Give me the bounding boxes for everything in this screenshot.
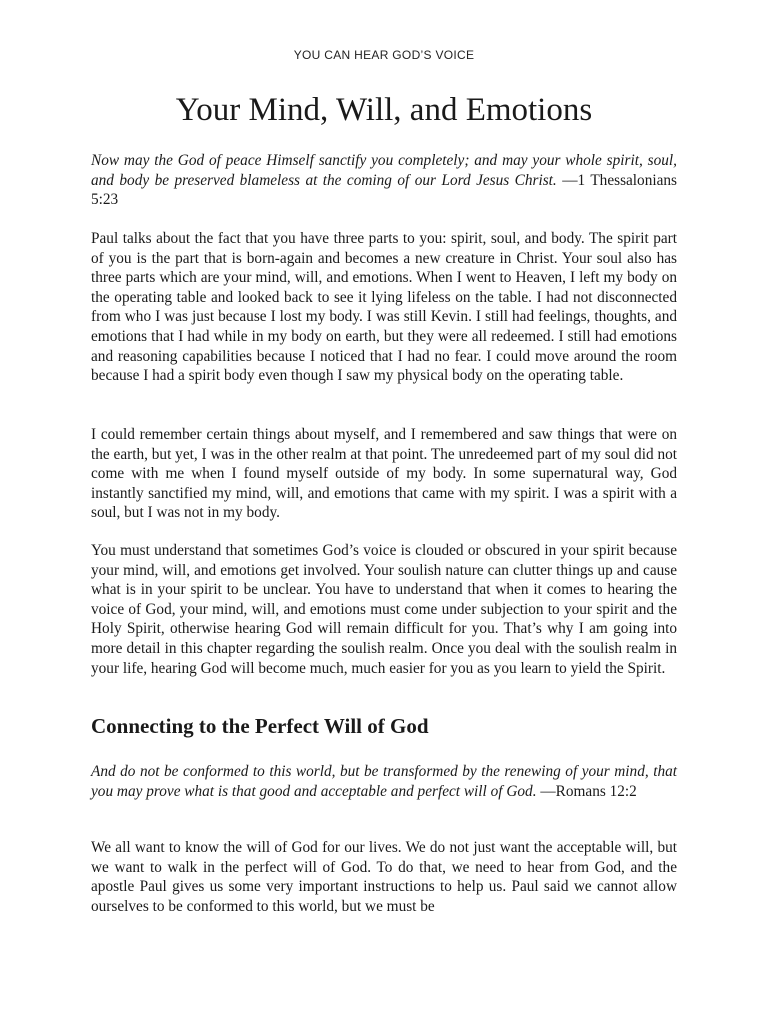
running-header: YOU CAN HEAR GOD’S VOICE	[293, 48, 475, 62]
body-paragraph-2: I could remember certain things about myself, and I remembered and saw things that were on the earth, but yet, I was in the other realm at that point. The unredeemed part of my soul did not come with me when I found myself outside of my body. In some supernatural way, God instantly sanctified my mind, will, and emotions that came with my spirit. I was a spirit with a soul, but I was not in my body.	[91, 426, 677, 522]
chapter-epigraph-text: Now may the God of peace Himself sanctify you completely; and may your whole spirit, soul, and body be preserved blameless at the coming of our Lord Jesus Christ.	[91, 152, 677, 189]
section-epigraph-reference: —Romans 12:2	[536, 782, 637, 800]
chapter-epigraph-reference: —1 Thessalonians 5:23	[91, 171, 677, 209]
chapter-title: Your Mind, Will, and Emotions	[175, 92, 593, 128]
section-epigraph-text: And do not be conformed to this world, but be transformed by the renewing of your mind, that you may prove what is that good and acceptable and perfect will of God.	[91, 763, 677, 800]
section-paragraph-1: We all want to know the will of God for our lives. We do not just want the acceptable will, but we want to walk in the perfect will of God. To do that, we need to hear from God, and the apostle Paul gives us some very important instructions to help us. Paul said we cannot allow ourselves to be conformed to this world, but we must be	[91, 839, 677, 915]
chapter-epigraph	[91, 151, 677, 210]
section-epigraph	[91, 762, 677, 801]
body-paragraph-3: You must understand that sometimes God’s voice is clouded or obscured in your spirit because your mind, will, and emotions get involved. Your soulish nature can clutter things up and cause what is in your spirit to be unclear. You have to understand that when it comes to hearing the voice of God, your mind, will, and emotions must come under subjection to your spirit and the Holy Spirit, otherwise hearing God will remain difficult for you. That’s why I am going into more detail in this chapter regarding the soulish realm. Once you deal with the soulish realm in your life, hearing God will become much, much easier for you as you learn to yield the Spirit.	[91, 542, 677, 677]
body-paragraph-1: Paul talks about the fact that you have three parts to you: spirit, soul, and body. The spirit part of you is the part that is born-again and becomes a new creature in Christ. Your soul also has three parts which are your mind, will, and emotions. When I went to Heaven, I left my body on the operating table and looked back to see it lying lifeless on the table. I had not disconnected from who I was just because I lost my body. I was still Kevin. I still had feelings, thoughts, and emotions that I had while in my body on earth, but they were all redeemed. I still had emotions and reasoning capabilities because I noticed that I had no fear. I could move around the room because I had a spirit body even though I saw my physical body on the operating table.	[91, 230, 677, 385]
section-heading: Connecting to the Perfect Will of God	[91, 714, 429, 738]
